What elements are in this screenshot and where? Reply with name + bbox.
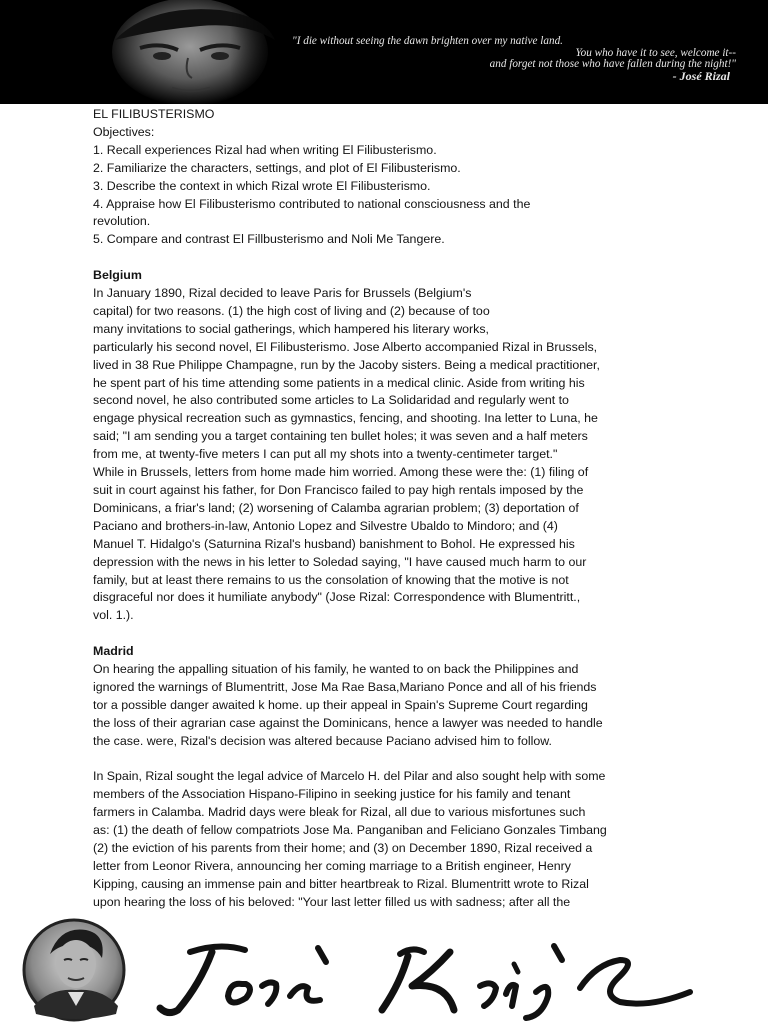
objective-line: 3. Describe the context in which Rizal wrote El Filibusterismo. (93, 178, 431, 193)
body-line: farmers in Calamba. Madrid days were bleak for Rizal, all due to various misfortunes such (93, 805, 586, 820)
objective-line: 1. Recall experiences Rizal had when writing El Filibusterismo. (93, 142, 437, 157)
body-line: (2) the eviction of his parents from their home; and (3) on December 1890, Rizal received a (93, 841, 593, 856)
body-line: disgraceful nor does it humiliate anybody" (Jose Rizal: Correspondence with Blumentritt., (93, 590, 581, 605)
body-line: lived in 38 Rue Philippe Champagne, run by the Jacoby sisters. Being a medical practitioner, (93, 357, 600, 372)
belgium-heading: Belgium (93, 268, 142, 283)
banner-quote-line: You who have it to see, welcome it-- (575, 46, 736, 59)
objective-line: 4. Appraise how El Filibusterismo contributed to national consciousness and the (93, 196, 531, 211)
document-title: EL FILIBUSTERISMO (93, 107, 215, 121)
belgium-section (93, 267, 678, 625)
body-line: letter from Leonor Rivera, announcing her coming marriage to a British engineer, Henry (93, 859, 571, 874)
section-gap (93, 249, 678, 267)
rizal-oval-portrait-image (20, 914, 128, 1022)
madrid-heading: Madrid (93, 644, 134, 659)
body-line: capital) for two reasons. (1) the high cost of living and (2) because of too (93, 303, 490, 318)
madrid-section (93, 643, 678, 912)
objective-line: 2. Familiarize the characters, settings, and plot of El Filibusterismo. (93, 160, 461, 175)
body-line: he spent part of his time attending some patients in a medical clinic. Aside from writing his (93, 375, 585, 390)
body-line: the loss of their agrarian case against the Dominicans, hence a lawyer was needed to handle (93, 715, 603, 730)
body-line: members of the Association Hispano-Filipino in seeking justice for his family and tenant (93, 787, 571, 802)
body-line: ignored the warnings of Blumentritt, Jose Ma Rae Basa,Mariano Ponce and all of his friends (93, 679, 597, 694)
body-line: engage physical recreation such as gymnastics, fencing, and shooting. Ina letter to Luna, he (93, 411, 598, 426)
rizal-portrait-banner-image (60, 0, 290, 104)
banner-quote (292, 36, 736, 82)
banner-quote-author: - José Rizal (672, 68, 730, 83)
footer-decoration (0, 908, 768, 1024)
banner-quote-line: and forget not those who have fallen during the night!" (489, 58, 736, 70)
body-line: On hearing the appalling situation of his family, he wanted to on back the Philippines and (93, 662, 579, 677)
section-gap (93, 625, 678, 643)
body-line: In Spain, Rizal sought the legal advice of Marcelo H. del Pilar and also sought help with some (93, 769, 606, 784)
body-line: said; "I am sending you a target containing ten bullet holes; it was seven and a half meters (93, 429, 588, 444)
banner-quote-line: "I die without seeing the dawn brighten over my native land. (292, 35, 563, 47)
body-line: depression with the news in his letter to Soledad saying, "I have caused much harm to our (93, 554, 587, 569)
body-line: Manuel T. Hidalgo's (Saturnina Rizal's husband) banishment to Bohol. He expressed his (93, 536, 575, 551)
objectives-section (93, 124, 678, 249)
body-line: as: (1) the death of fellow compatriots Jose Ma. Panganiban and Feliciano Gonzales Timbang (93, 823, 607, 838)
body-line: family, but at least there remains to us the consolation of knowing that the motive is not (93, 572, 569, 587)
body-line: While in Brussels, letters from home made him worried. Among these were the: (1) filing of (93, 465, 589, 480)
objective-line: 5. Compare and contrast El Fillbusterismo and Noli Me Tangere. (93, 232, 445, 247)
body-line: from me, at twenty-five meters I can put all my shots into a twenty-centimeter target." (93, 447, 558, 462)
paragraph-gap (93, 751, 678, 769)
body-line: Kipping, causing an immense pain and bitter heartbreak to Rizal. Blumentritt wrote to Rizal (93, 876, 589, 891)
body-line: Paciano and brothers-in-law, Antonio Lopez and Silvestre Ubaldo to Mindoro; and (4) (93, 518, 558, 533)
body-line: many invitations to social gatherings, which hampered his literary works, (93, 321, 489, 336)
document-body (93, 106, 678, 912)
body-line: In January 1890, Rizal decided to leave Paris for Brussels (Belgium's (93, 286, 472, 301)
objective-line: revolution. (93, 214, 151, 229)
objectives-heading: Objectives: (93, 124, 155, 139)
body-line: suit in court against his father, for Don Francisco failed to pay high rentals imposed by the (93, 483, 584, 498)
body-line: vol. 1.). (93, 608, 134, 623)
body-line: second novel, he also contributed some articles to La Solidaridad and regularly went to (93, 393, 569, 408)
body-line: upon hearing the loss of his beloved: "Your last letter filled us with sadness; after all the (93, 894, 571, 909)
banner (0, 0, 768, 104)
jose-rizal-signature-image (150, 924, 710, 1024)
body-line: the case. were, Rizal's decision was altered because Paciano advised him to follow. (93, 733, 552, 748)
body-line: particularly his second novel, El Filibusterismo. Jose Alberto accompanied Rizal in Brussels, (93, 339, 598, 354)
body-line: Dominicans, a friar's land; (2) worsening of Calamba agrarian problem; (3) deportation of (93, 500, 579, 515)
body-line: tor a possible danger awaited k home. up their appeal in Spain's Supreme Court regarding (93, 697, 588, 712)
